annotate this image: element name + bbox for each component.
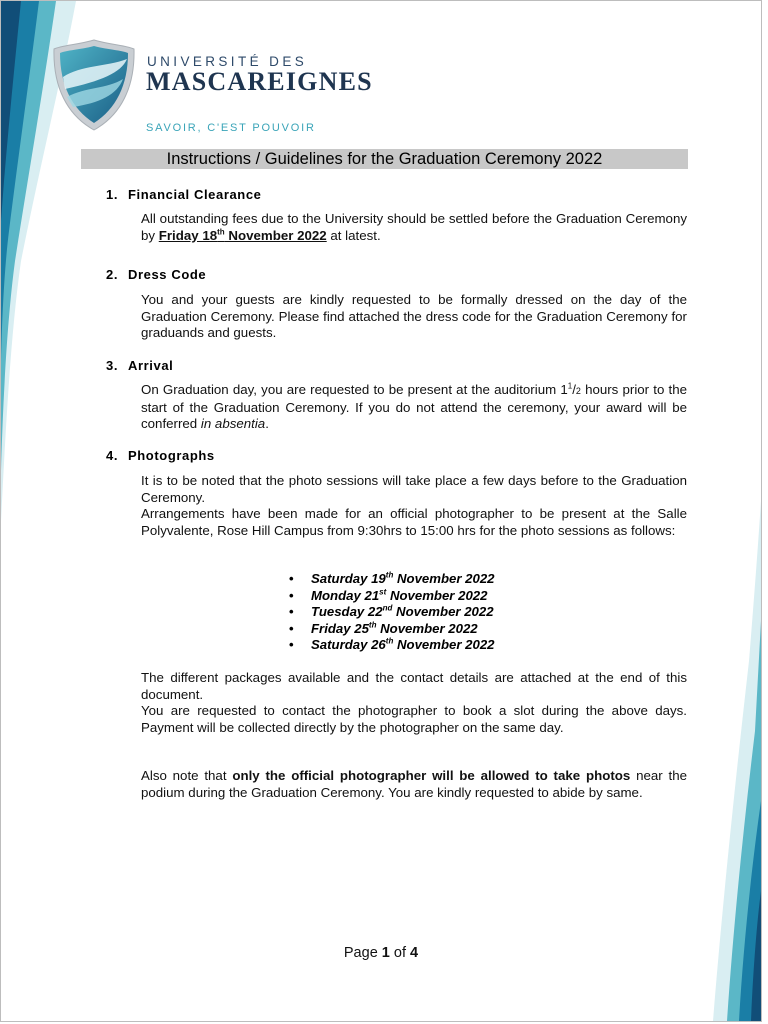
photographs-note <box>141 768 687 801</box>
text-segment: Friday 25 <box>311 620 369 636</box>
document-title: Instructions / Guidelines for the Graduation Ceremony 2022 <box>81 149 688 169</box>
text-segment: Monday 21 <box>311 587 380 603</box>
current-page-number: 1 <box>381 945 390 961</box>
bold-notice: only the official photographer will be allowed to take photos <box>232 768 631 783</box>
list-item <box>291 571 495 588</box>
deadline-date <box>159 228 327 243</box>
text-segment: hours prior to the start of the Graduation Ceremony. If you do not attend the ceremony, your award will be conferred <box>141 382 687 432</box>
italic-term: in absentia <box>200 416 266 432</box>
section-number: 3. <box>106 358 119 373</box>
text-segment: Saturday 19 <box>311 571 386 586</box>
paragraph: The different packages available and the contact details are attached at the end of this document. <box>141 670 687 702</box>
list-item <box>291 637 495 654</box>
text-segment: . <box>265 416 269 432</box>
text-segment: November 2022 <box>392 604 494 619</box>
university-name-top: UNIVERSITÉ DES <box>147 54 308 69</box>
university-name: MASCAREIGNES <box>146 67 373 96</box>
paragraph: Arrangements have been made for an official photographer to be present at the Salle Polyvalente, Rose Hill Campus from 9:30hrs to 15:00 hrs for the photo sessions as follows: <box>141 506 687 538</box>
section-title: Dress Code <box>128 267 207 282</box>
superscript: st <box>379 587 387 597</box>
financial-clearance-text <box>141 211 687 244</box>
text-segment: at latest. <box>326 227 381 243</box>
text-segment: Tuesday 22 <box>311 604 383 619</box>
photographs-intro <box>141 473 687 539</box>
superscript: nd <box>382 603 393 613</box>
section-number: 4. <box>106 448 119 463</box>
text-segment: near the podium during the Graduation Ceremony. You are kindly requested to abide by same. <box>141 768 687 800</box>
superscript: th <box>385 570 394 580</box>
text-segment: November 2022 <box>386 587 488 603</box>
superscript: th <box>385 636 394 646</box>
superscript: th <box>217 227 225 237</box>
paragraph: You are requested to contact the photographer to book a slot during the above days. Payment will be collected directly by the photographer on the same day. <box>141 703 687 735</box>
text-segment: Page <box>343 945 382 961</box>
decorative-wave-right <box>713 501 761 1021</box>
photo-session-dates-list <box>291 571 495 654</box>
section-heading-financial <box>106 187 262 202</box>
page-number-footer <box>1 945 761 961</box>
arrival-text: On Graduation day, you are requested to be present at the auditorium $1^1/2$ hours prior to the start of the Graduation Ceremony. If you do not attend the ceremony, your award will be conferred in absentia. <box>141 381 687 432</box>
dress-code-text: You and your guests are kindly requested to be formally dressed on the day of the Graduation Ceremony. Please find attached the dress code for the Graduation Ceremony for graduands and guests. <box>141 292 687 341</box>
text-segment: On Graduation day, you are requested to be present at the auditorium 1 <box>141 382 568 397</box>
fraction-denominator: 2 <box>575 386 581 396</box>
university-motto: SAVOIR, C'EST POUVOIR <box>146 122 316 134</box>
total-page-count: 4 <box>410 945 419 961</box>
text-segment: November 2022 <box>393 637 495 652</box>
text-segment: Also note that <box>141 768 233 783</box>
list-item <box>291 604 495 621</box>
section-title: Financial Clearance <box>128 187 262 202</box>
paragraph: It is to be noted that the photo sessions will take place a few days before to the Graduation Ceremony. <box>141 473 687 505</box>
text-segment: Friday 18 <box>158 227 218 243</box>
text-segment: November 2022 <box>224 227 327 243</box>
fraction-numerator: 1 <box>567 381 573 391</box>
text-segment: November 2022 <box>393 571 495 586</box>
section-title: Arrival <box>128 358 174 373</box>
superscript: th <box>368 620 377 630</box>
text-segment: November 2022 <box>376 620 478 636</box>
list-item <box>291 588 495 605</box>
section-title: Photographs <box>128 448 215 463</box>
text-segment: Saturday 26 <box>311 637 386 652</box>
section-number: 2. <box>106 267 119 282</box>
list-item <box>291 621 495 638</box>
text-segment: of <box>389 945 411 961</box>
section-number: 1. <box>106 187 119 202</box>
section-heading-arrival <box>106 358 173 373</box>
text-segment: All outstanding fees due to the University should be settled before the Graduation Ceremony by <box>141 211 687 243</box>
section-heading-photographs <box>106 448 215 463</box>
university-shield-logo <box>51 37 137 133</box>
section-heading-dress-code <box>106 267 206 282</box>
photographs-details <box>141 670 687 736</box>
